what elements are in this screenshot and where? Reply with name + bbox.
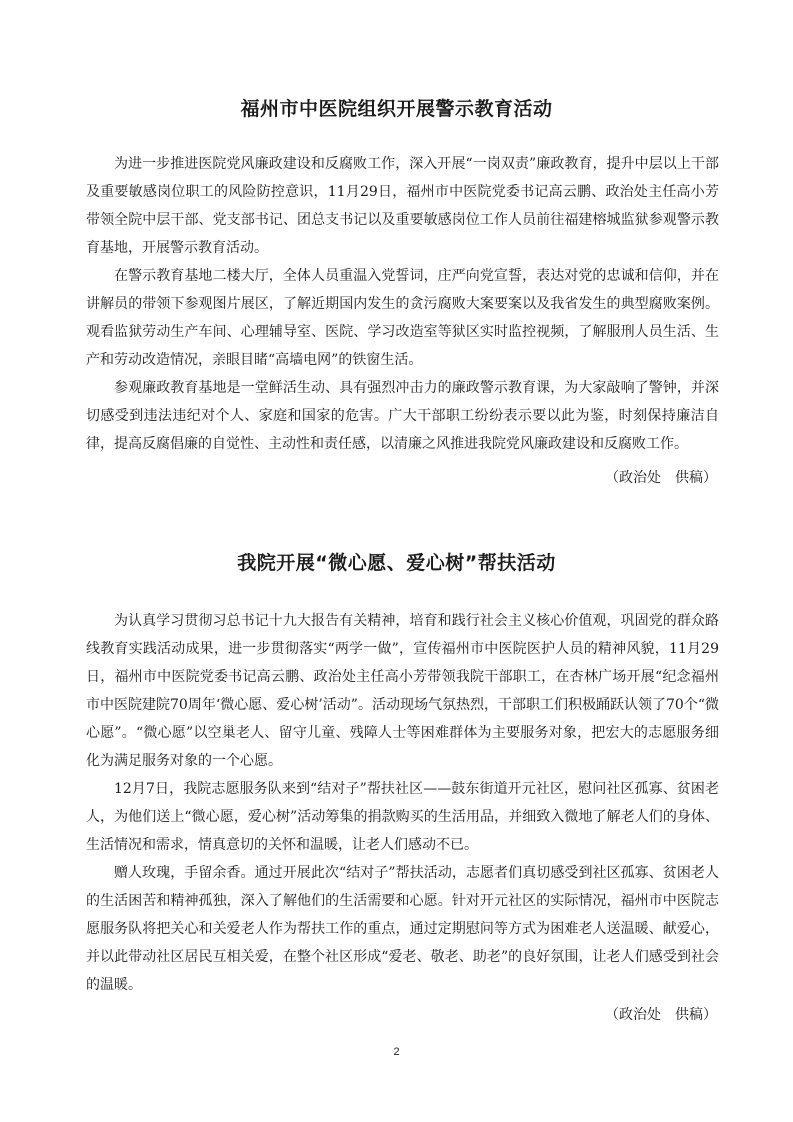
paragraph: 赠人玫瑰，手留余香。通过开展此次“结对子”帮扶活动，志愿者们真切感受到社区孤寡、贫困老人的生活困苦和精神孤独，深入了解他们的生活需要和心愿。针对开元社区的实际情况，福州市中医院志愿服务队将把关心和关爱老人作为帮扶工作的重点，通过定期慰问等方式为困难老人送温暖、献爱心，并以此带动社区居民互相关爱，在整个社区形成“爱老、敬老、助老”的良好氛围，让老人们感受到社会的温暖。 xyxy=(86,865,719,993)
article-body xyxy=(86,607,719,1029)
paragraph: 12月7日，我院志愿服务队来到“结对子”帮扶社区——鼓东街道开元社区，慰问社区孤寡、贫困老人，为他们送上“微心愿，爱心树”活动筹集的捐款购买的生活用品，并细致入微地了解老人们的身体、生活情况和需求，情真意切的关怀和温暖，让老人们感动不已。 xyxy=(86,781,719,853)
signature: （政治处 供稿） xyxy=(605,470,717,486)
page-number: 2 xyxy=(393,1046,400,1058)
paragraph: 参观廉政教育基地是一堂鲜活生动、具有强烈冲击力的廉政警示教育课，为大家敲响了警钟，并深切感受到违法违纪对个人、家庭和国家的危害。广大干部职工纷纷表示要以此为鉴，时刻保持廉洁自律，提高反腐倡廉的自觉性、主动性和责任感，以清廉之风推进我院党风廉政建设和反腐败工作。 xyxy=(86,380,719,452)
article-title: 福州市中医院组织开展警示教育活动 xyxy=(240,98,553,120)
paragraph: 在警示教育基地二楼大厅，全体人员重温入党誓词，庄严向党宣誓，表达对党的忠诚和信仰，并在讲解员的带领下参观图片展区，了解近期国内发生的贪污腐败大案要案以及我省发生的典型腐败案例。观看监狱劳动生产车间、心理辅导室、医院、学习改造室等狱区实时监控视频，了解服刑人员生活、生产和劳动改造情况，亲眼目睹“高墙电网”的铁窗生活。 xyxy=(86,268,719,368)
article-title: 我院开展“微心愿、爱心树”帮扶活动 xyxy=(237,552,556,574)
paragraph: 为进一步推进医院党风廉政建设和反腐败工作，深入开展“一岗双责”廉政教育，提升中层以上干部及重要敏感岗位职工的风险防控意识，11月29日，福州市中医院党委书记高云鹏、政治处主任高小芳带领全院中层干部、党支部书记、团总支书记以及重要敏感岗位工作人员前往福建榕城监狱参观警示教育基地，开展警示教育活动。 xyxy=(86,156,719,256)
signature: （政治处 供稿） xyxy=(605,1007,717,1023)
article-body xyxy=(86,150,719,492)
paragraph: 为认真学习贯彻习总书记十九大报告有关精神，培育和践行社会主义核心价值观，巩固党的群众路线教育实践活动成果，进一步贯彻落实“两学一做”，宣传福州市中医院医护人员的精神风貌，11月29日，福州市中医院党委书记高云鹏、政治处主任高小芳带领我院干部职工，在杏林广场开展“纪念福州市中医院建院70周年‘微心愿、爱心树’活动”。活动现场气氛热烈，干部职工们积极踊跃认领了70个“微心愿”。“微心愿”以空巢老人、留守儿童、残障人士等困难群体为主要服务对象，把宏大的志愿服务细化为满足服务对象的一个心愿。 xyxy=(86,613,719,769)
